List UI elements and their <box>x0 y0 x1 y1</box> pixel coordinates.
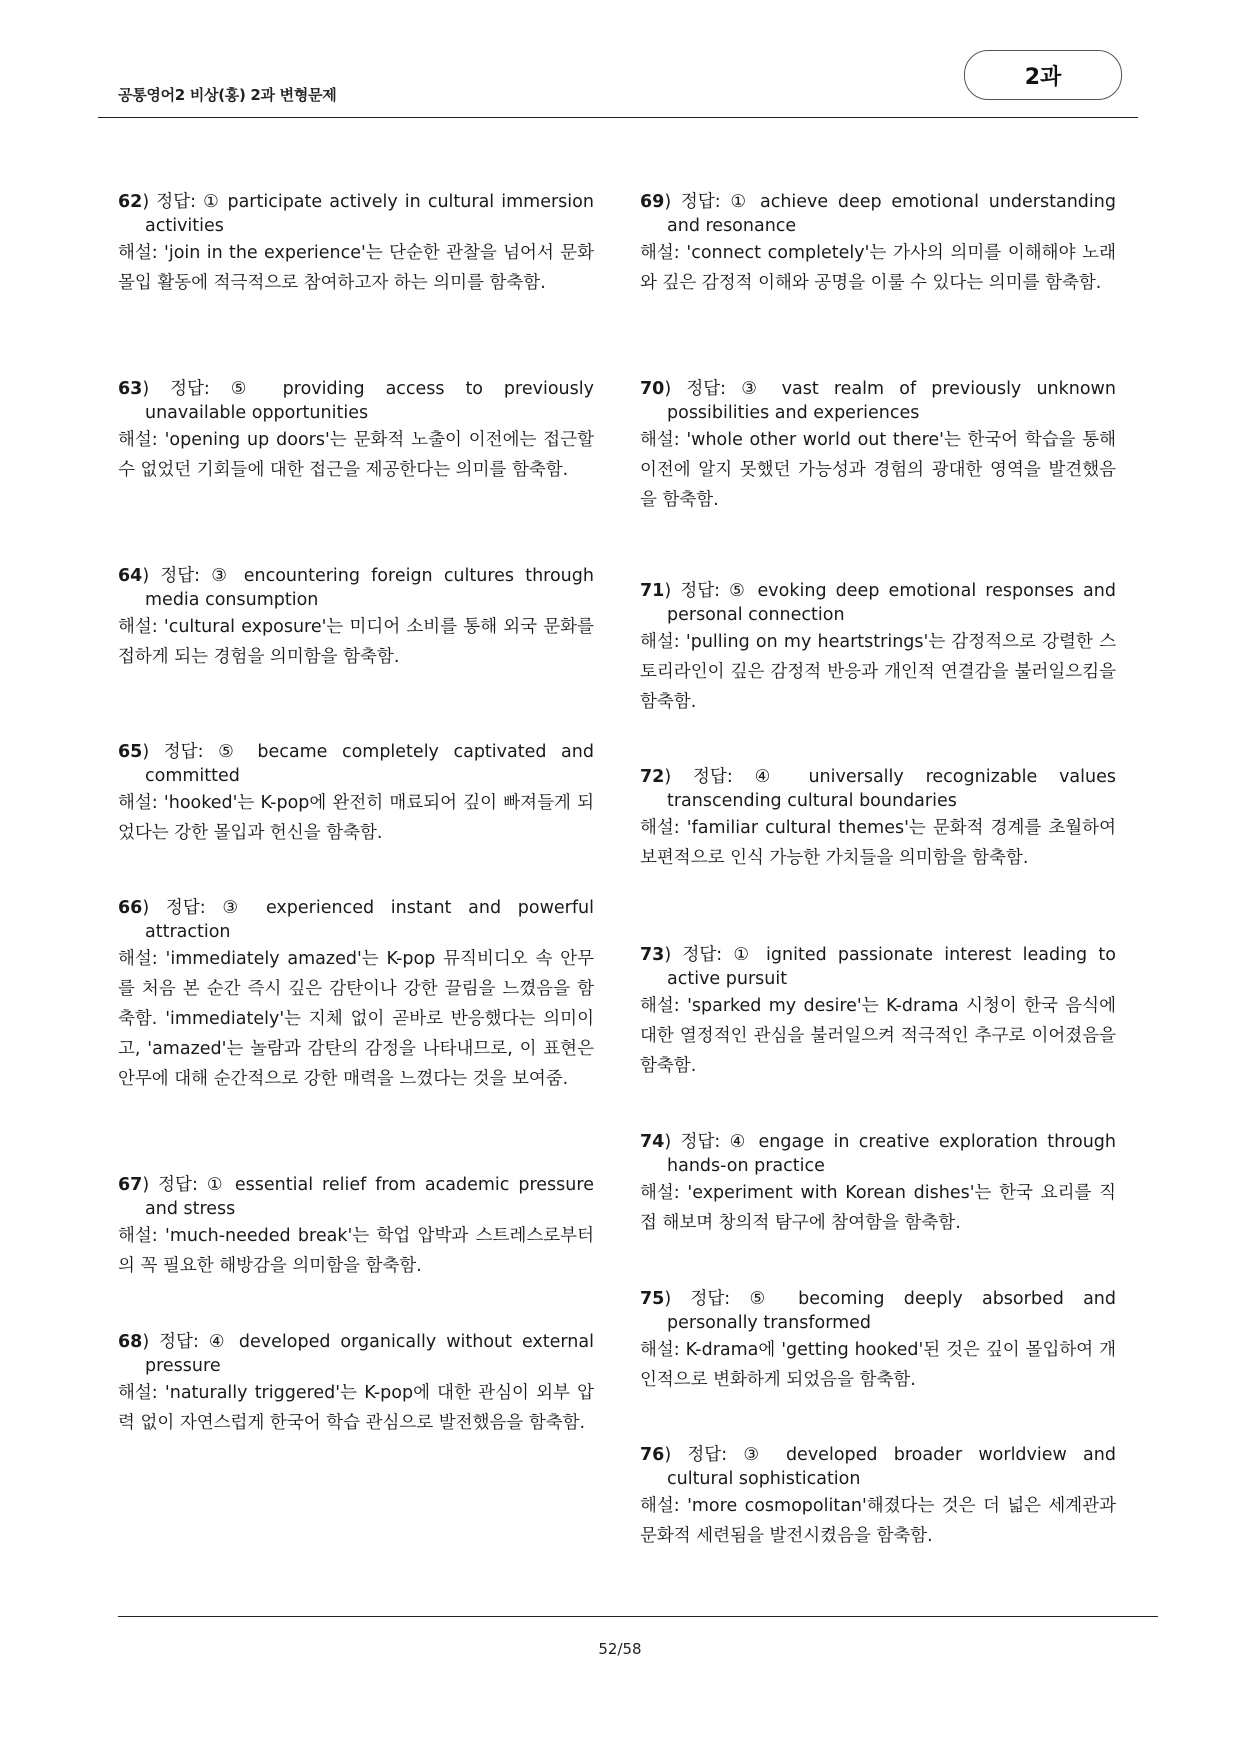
answer-line: 75) 정답: ⑤ becoming deeply absorbed and <box>640 1289 1116 1309</box>
choice-marker: ③ <box>741 379 767 399</box>
explanation-label: 해설: <box>118 949 158 969</box>
question-number: 73 <box>640 945 665 965</box>
answer-entry-76 <box>640 1443 1116 1551</box>
answer-line: 70) 정답: ③ vast realm of previously unknown <box>640 379 1116 399</box>
answer-text-continued: unavailable opportunities <box>145 403 369 423</box>
explanation-text: 'hooked'는 K-pop에 완전히 매료되어 깊이 빠져들게 되었다는 강한 몰입과 헌신을 함축함. <box>118 793 594 843</box>
explanation-text: 'sparked my desire'는 K-drama 시청이 한국 음식에 대한 열정적인 관심을 불러일으켜 적극적인 추구로 이어졌음을 함축함. <box>640 996 1116 1076</box>
answer-entry-71 <box>640 579 1116 717</box>
question-number: 63 <box>118 379 143 399</box>
question-number: 75 <box>640 1289 665 1309</box>
answer-line: 65) 정답: ⑤ became completely captivated and <box>118 742 594 762</box>
choice-marker: ① <box>730 192 751 212</box>
answer-label: 정답: <box>163 742 204 762</box>
explanation-text: 'more cosmopolitan'해졌다는 것은 더 넓은 세계관과 문화적 세련됨을 발전시켰음을 함축함. <box>640 1496 1116 1546</box>
answer-text: essential relief from academic pressure <box>234 1175 594 1195</box>
answer-entry-68 <box>118 1330 594 1438</box>
answer-label: 정답: <box>680 192 721 212</box>
answer-label: 정답: <box>680 1132 721 1152</box>
answer-line: 64) 정답: ③ encountering foreign cultures through <box>118 566 594 586</box>
explanation-text: 'naturally triggered'는 K-pop에 대한 관심이 외부 압력 없이 자연스럽게 한국어 학습 관심으로 발전했음을 함축함. <box>118 1383 594 1433</box>
answer-entry-73 <box>640 943 1116 1081</box>
explanation <box>118 425 594 485</box>
choice-marker: ④ <box>208 1332 229 1352</box>
choice-marker: ① <box>206 1175 226 1195</box>
explanation <box>118 788 594 848</box>
answer-label: 정답: <box>680 581 721 601</box>
answer-line: 63) 정답: ⑤ providing access to previously <box>118 379 594 399</box>
question-number: 71 <box>640 581 665 601</box>
answer-text-continued: media consumption <box>145 590 319 610</box>
answer-line: 72) 정답: ④ universally recognizable values <box>640 767 1116 787</box>
explanation <box>118 1378 594 1438</box>
choice-marker: ⑤ <box>749 1289 779 1309</box>
choice-marker: ⑤ <box>729 581 749 601</box>
question-number: 66 <box>118 898 143 918</box>
explanation <box>118 612 594 672</box>
explanation-label: 해설: <box>640 1183 680 1203</box>
explanation-text: 'join in the experience'는 단순한 관찰을 넘어서 문화 몰입 활동에 적극적으로 참여하고자 하는 의미를 함축함. <box>118 243 594 293</box>
explanation-text: 'pulling on my heartstrings'는 감정적으로 강렬한 스토리라인이 깊은 감정적 반응과 개인적 연결감을 불러일으킴을 함축함. <box>640 632 1116 712</box>
answer-entry-70 <box>640 377 1116 515</box>
explanation-label: 해설: <box>118 793 158 813</box>
explanation-text: 'immediately amazed'는 K-pop 뮤직비디오 속 안무를 처음 본 순간 즉시 깊은 감탄이나 강한 끌림을 느꼈음을 함축함. 'immediately'는 지체 없이 곧바로 반응했다는 의미이고, 'amazed'는 놀람과 감탄의 감정을 나타내므로, 이 표현은 안무에 대해 순간적으로 강한 매력을 느꼈다는 것을 보여줌. <box>118 949 594 1089</box>
answer-label: 정답: <box>693 767 733 787</box>
answer-text-continued: pressure <box>145 1356 221 1376</box>
explanation-label: 해설: <box>118 617 158 637</box>
explanation <box>118 238 594 298</box>
answer-entry-64 <box>118 564 594 672</box>
question-number: 76 <box>640 1445 665 1465</box>
question-number: 67 <box>118 1175 143 1195</box>
question-number: 70 <box>640 379 665 399</box>
answer-entry-69 <box>640 190 1116 298</box>
question-number: 74 <box>640 1132 665 1152</box>
answer-text-continued: personally transformed <box>667 1313 872 1333</box>
answer-text: experienced instant and powerful <box>265 898 594 918</box>
choice-marker: ④ <box>729 1132 750 1152</box>
choice-marker: ④ <box>754 767 787 787</box>
answer-text: engage in creative exploration through <box>758 1132 1116 1152</box>
explanation-text: 'familiar cultural themes'는 문화적 경계를 초월하여 보편적으로 인식 가능한 가치들을 의미함을 함축함. <box>640 818 1116 868</box>
explanation-label: 해설: <box>640 243 680 263</box>
question-number: 68 <box>118 1332 143 1352</box>
explanation-label: 해설: <box>640 430 680 450</box>
answer-text-continued: attraction <box>145 922 231 942</box>
answer-label: 정답: <box>156 192 197 212</box>
explanation-label: 해설: <box>640 632 680 652</box>
choice-marker: ③ <box>222 898 250 918</box>
answer-label: 정답: <box>686 379 727 399</box>
choice-marker: ① <box>203 192 221 212</box>
answer-line: 67) 정답: ① essential relief from academic pressure <box>118 1175 594 1195</box>
question-number: 72 <box>640 767 665 787</box>
answer-text: vast realm of previously unknown <box>781 379 1116 399</box>
answer-entry-62 <box>118 190 594 298</box>
answer-text-continued: activities <box>145 216 224 236</box>
explanation-label: 해설: <box>640 1340 680 1360</box>
answer-text: achieve deep emotional understanding <box>759 192 1116 212</box>
answer-line: 76) 정답: ③ developed broader worldview and <box>640 1445 1116 1465</box>
answer-entry-67 <box>118 1173 594 1281</box>
choice-marker: ③ <box>211 566 233 586</box>
question-number: 69 <box>640 192 665 212</box>
answer-label: 정답: <box>160 566 201 586</box>
chapter-badge: 2과 <box>964 50 1122 100</box>
explanation-label: 해설: <box>118 430 158 450</box>
explanation <box>640 991 1116 1081</box>
answer-text-continued: hands-on practice <box>667 1156 825 1176</box>
choice-marker: ① <box>733 945 755 965</box>
answer-entry-72 <box>640 765 1116 873</box>
explanation <box>118 1221 594 1281</box>
answer-text-continued: committed <box>145 766 240 786</box>
explanation-label: 해설: <box>118 1226 158 1246</box>
explanation-text: K-drama에 'getting hooked'된 것은 깊이 몰입하여 개인적으로 변화하게 되었음을 함축함. <box>640 1340 1116 1390</box>
answer-entry-65 <box>118 740 594 848</box>
choice-marker: ⑤ <box>230 379 262 399</box>
answer-entry-66 <box>118 896 594 1094</box>
answer-text: universally recognizable values <box>808 767 1116 787</box>
answer-text-continued: and stress <box>145 1199 236 1219</box>
answer-line: 73) 정답: ① ignited passionate interest leading to <box>640 945 1116 965</box>
answer-line: 69) 정답: ① achieve deep emotional understanding <box>640 192 1116 212</box>
answer-text: participate actively in cultural immersion <box>227 192 594 212</box>
answer-text: evoking deep emotional responses and <box>757 581 1116 601</box>
answer-text: encountering foreign cultures through <box>243 566 594 586</box>
answer-text-continued: cultural sophistication <box>667 1469 861 1489</box>
answer-line: 66) 정답: ③ experienced instant and powerful <box>118 898 594 918</box>
answer-text-continued: personal connection <box>667 605 845 625</box>
explanation-label: 해설: <box>640 818 680 838</box>
answer-label: 정답: <box>165 898 206 918</box>
answer-label: 정답: <box>158 1175 198 1195</box>
answer-text: becoming deeply absorbed and <box>798 1289 1116 1309</box>
explanation-label: 해설: <box>118 243 158 263</box>
answer-label: 정답: <box>159 1332 199 1352</box>
answer-text: became completely captivated and <box>257 742 594 762</box>
answer-text-continued: active pursuit <box>667 969 788 989</box>
answer-label: 정답: <box>682 945 723 965</box>
explanation <box>118 944 594 1094</box>
explanation-label: 해설: <box>640 1496 680 1516</box>
answer-label: 정답: <box>687 1445 728 1465</box>
answer-entry-75 <box>640 1287 1116 1395</box>
question-number: 64 <box>118 566 143 586</box>
answer-line: 68) 정답: ④ developed organically without external <box>118 1332 594 1352</box>
explanation-text: 'experiment with Korean dishes'는 한국 요리를 직접 해보며 창의적 탐구에 참여함을 함축함. <box>640 1183 1116 1233</box>
answer-line: 62) 정답: ① participate actively in cultural immersion <box>118 192 594 212</box>
answer-line: 71) 정답: ⑤ evoking deep emotional responses and <box>640 581 1116 601</box>
explanation-text: 'cultural exposure'는 미디어 소비를 통해 외국 문화를 접하게 되는 경험을 의미함을 함축함. <box>118 617 594 667</box>
explanation <box>640 425 1116 515</box>
explanation-text: 'much-needed break'는 학업 압박과 스트레스로부터의 꼭 필요한 해방감을 의미함을 함축함. <box>118 1226 594 1276</box>
answer-text: developed broader worldview and <box>785 1445 1116 1465</box>
answer-text-continued: possibilities and experiences <box>667 403 920 423</box>
explanation-label: 해설: <box>118 1383 158 1403</box>
explanation-text: 'connect completely'는 가사의 의미를 이해해야 노래와 깊은 감정적 이해와 공명을 이룰 수 있다는 의미를 함축함. <box>640 243 1116 293</box>
question-number: 62 <box>118 192 143 212</box>
explanation <box>640 813 1116 873</box>
header-divider <box>98 117 1138 118</box>
answer-line: 74) 정답: ④ engage in creative exploration through <box>640 1132 1116 1152</box>
choice-marker: ③ <box>743 1445 770 1465</box>
answer-text: providing access to previously <box>282 379 594 399</box>
answer-label: 정답: <box>170 379 210 399</box>
page-number: 52/58 <box>598 1640 642 1658</box>
answer-entry-63 <box>118 377 594 485</box>
explanation <box>640 627 1116 717</box>
answer-text: developed organically without external <box>238 1332 594 1352</box>
explanation <box>640 1178 1116 1238</box>
footer-divider <box>118 1616 1158 1617</box>
explanation <box>640 1335 1116 1395</box>
answer-entry-74 <box>640 1130 1116 1238</box>
answer-text-continued: and resonance <box>667 216 797 236</box>
explanation-text: 'whole other world out there'는 한국어 학습을 통해 이전에 알지 못했던 가능성과 경험의 광대한 영역을 발견했음을 함축함. <box>640 430 1116 510</box>
answer-text-continued: transcending cultural boundaries <box>667 791 957 811</box>
explanation <box>640 1491 1116 1551</box>
explanation-label: 해설: <box>640 996 680 1016</box>
document-title: 공통영어2 비상(홍) 2과 변형문제 <box>118 86 337 104</box>
answer-label: 정답: <box>690 1289 731 1309</box>
choice-marker: ⑤ <box>218 742 243 762</box>
explanation <box>640 238 1116 298</box>
explanation-text: 'opening up doors'는 문화적 노출이 이전에는 접근할 수 없었던 기회들에 대한 접근을 제공한다는 의미를 함축함. <box>118 430 594 480</box>
question-number: 65 <box>118 742 143 762</box>
answer-text: ignited passionate interest leading to <box>766 945 1116 965</box>
